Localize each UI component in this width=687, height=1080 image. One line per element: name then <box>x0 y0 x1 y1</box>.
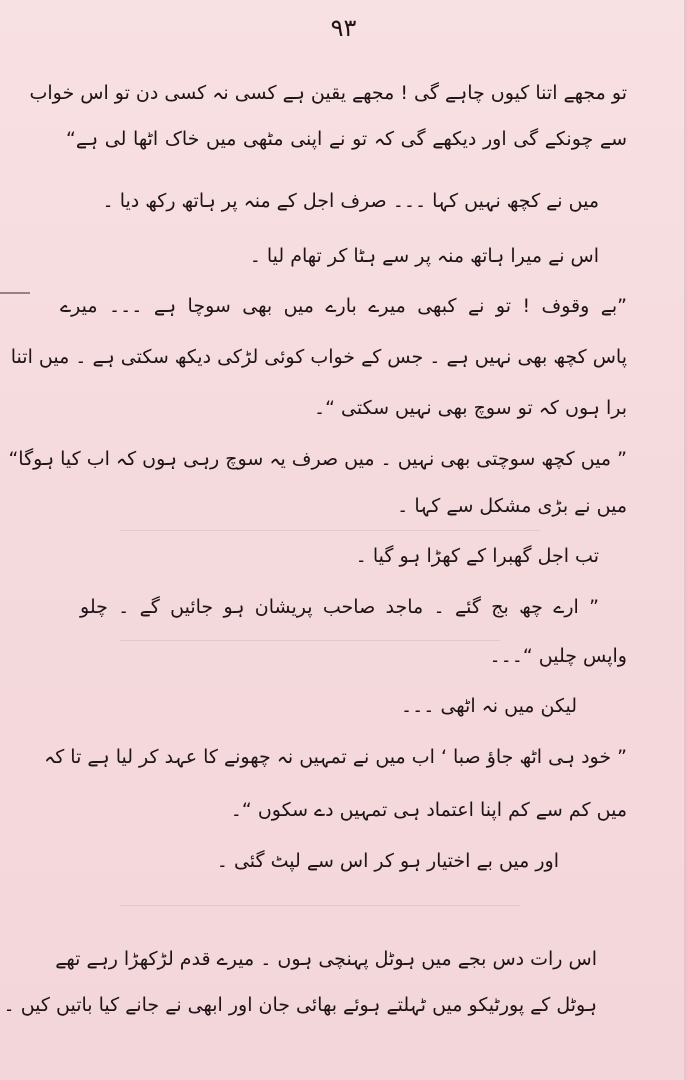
text-line: ” ارے چھ بج گئے ۔ ماجد صاحب پریشان ہو جائیں گے ۔ چلو <box>80 596 599 618</box>
text-line: میں نے کچھ نہیں کہا ۔۔۔ صرف اجل کے منہ پر ہاتھ رکھ دیا ۔ <box>102 190 599 212</box>
text-line: ” میں کچھ سوچتی بھی نہیں ۔ میں صرف یہ سوچ رہی ہوں کہ اب کیا ہوگا“ <box>8 448 627 470</box>
show-through-line <box>120 640 500 641</box>
text-line: میں کم سے کم اپنا اعتماد ہی تمہیں دے سکوں “۔ <box>230 799 627 821</box>
text-line: میں نے بڑی مشکل سے کہا ۔ <box>397 495 627 517</box>
text-line: ہوٹل کے پورٹیکو میں ٹہلتے ہوئے بھائی جان اور ابھی نے جانے کیا باتیں کیں ۔ <box>3 994 597 1016</box>
page-number: ۹۳ <box>330 14 357 42</box>
text-line: واپس چلیں “۔۔۔ <box>489 645 627 667</box>
text-line: سے چونکے گی اور دیکھے گی کہ تو نے اپنی مٹھی میں خاک اٹھا لی ہے“ <box>66 128 627 150</box>
text-line: اس رات دس بجے میں ہوٹل پہنچی ہوں ۔ میرے قدم لڑکھڑا رہے تھے <box>55 948 597 970</box>
margin-mark <box>0 292 30 294</box>
show-through-line <box>120 905 520 906</box>
text-line: تو مجھے اتنا کیوں چاہے گی ! مجھے یقین ہے کسی نہ کسی دن تو اس خواب <box>29 82 627 104</box>
text-line: اس نے میرا ہاتھ منہ پر سے ہٹا کر تھام لیا ۔ <box>249 245 599 267</box>
text-line: پاس کچھ بھی نہیں ہے ۔ جس کے خواب کوئی لڑکی دیکھ سکتی ہے ۔ میں اتنا <box>10 346 627 368</box>
text-line: لیکن میں نہ اٹھی ۔۔۔ <box>401 695 577 717</box>
text-line: اور میں بے اختیار ہو کر اس سے لپٹ گئی ۔ <box>216 850 559 872</box>
text-line: ”بے وقوف ! تو نے کبھی میرے بارے میں بھی سوچا ہے ۔۔۔ میرے <box>60 295 627 317</box>
text-line: تب اجل گھبرا کے کھڑا ہو گیا ۔ <box>355 545 599 567</box>
text-line: برا ہوں کہ تو سوچ بھی نہیں سکتی “۔ <box>313 397 627 419</box>
text-line: ” خود ہی اٹھ جاؤ صبا ‘ اب میں نے تمہیں نہ چھونے کا عہد کر لیا ہے تا کہ <box>44 746 627 768</box>
show-through-line <box>120 530 540 531</box>
